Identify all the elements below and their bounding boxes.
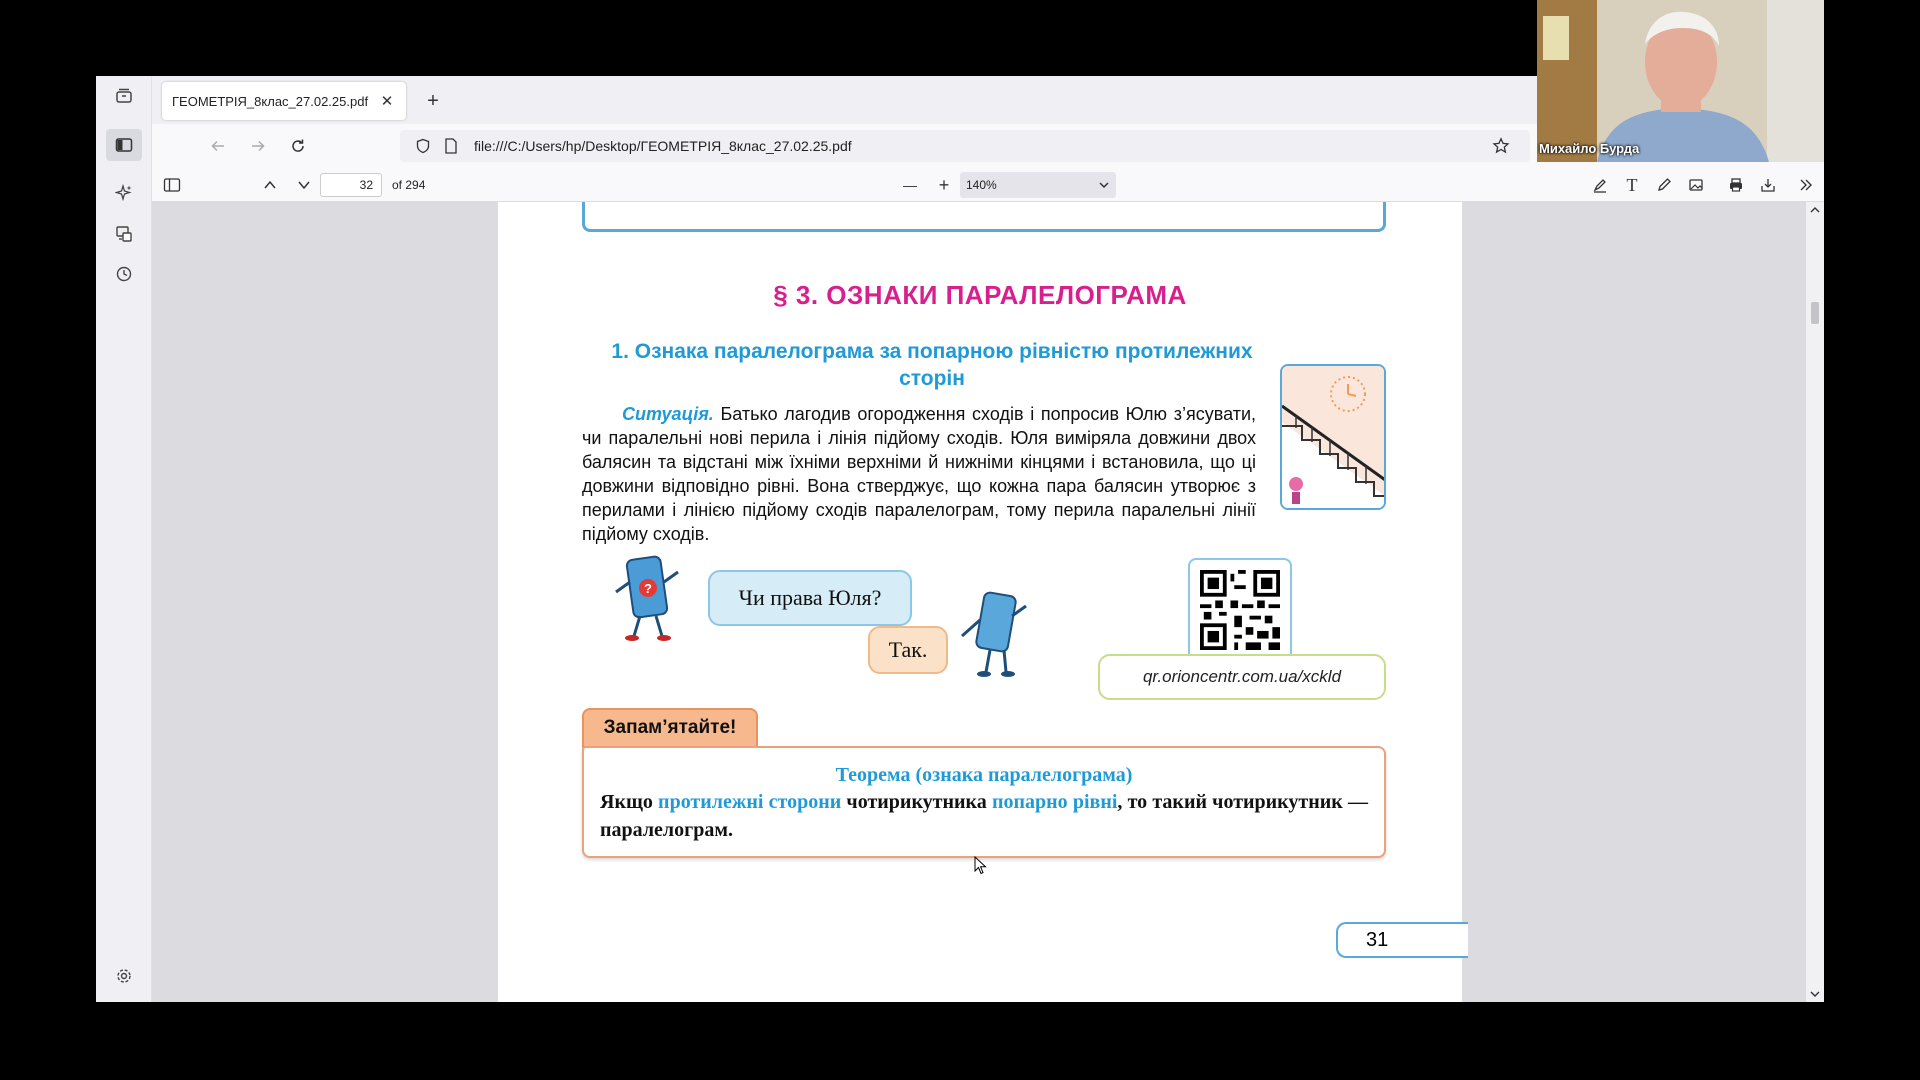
theorem-text [600, 788, 1368, 844]
save-download-icon[interactable] [1754, 171, 1782, 199]
highlight-icon[interactable] [1586, 171, 1614, 199]
file-icon [440, 135, 462, 157]
new-tab-button[interactable]: + [427, 89, 439, 112]
browser-sidebar [96, 76, 152, 1002]
address-bar[interactable] [400, 130, 1530, 162]
page-number-label: 31 [1336, 922, 1468, 958]
theorem-title: Теорема (ознака паралелограма) [835, 764, 1133, 786]
url-text[interactable]: file:///C:/Users/hp/Desktop/ГЕОМЕТРІЯ_8клас_27.02.25.pdf [474, 138, 852, 154]
qr-link: qr.orioncentr.com.ua/xckld [1098, 654, 1386, 700]
pdf-page [498, 202, 1462, 1002]
page-total-label: of 294 [392, 178, 426, 192]
theorem-text-part: Якщо [600, 791, 659, 813]
phone-character-question-icon [612, 552, 686, 642]
bookmark-star-icon[interactable] [1490, 135, 1512, 157]
add-image-icon[interactable] [1682, 171, 1710, 199]
mouse-cursor-icon [974, 856, 988, 876]
pdf-sidebar-toggle-icon[interactable] [158, 171, 186, 199]
shield-icon[interactable] [412, 135, 434, 157]
next-page-chevron-down-icon[interactable] [290, 171, 318, 199]
pdf-viewer[interactable] [152, 202, 1806, 1002]
speech-bubble-question: Чи права Юля? [708, 570, 912, 626]
zoom-out-button[interactable]: — [903, 177, 917, 193]
more-tools-chevrons-icon[interactable] [1792, 171, 1820, 199]
section-title: § 3. ОЗНАКИ ПАРАЛЕЛОГРАМА [773, 280, 1187, 310]
participant-name: Михайло Бурда [1539, 141, 1640, 156]
scrollbar-thumb[interactable] [1811, 302, 1819, 324]
settings-gear-icon[interactable] [106, 960, 142, 992]
remember-label: Запам’ятайте! [582, 708, 758, 748]
vertical-scrollbar[interactable] [1806, 202, 1824, 1002]
scroll-up-icon[interactable] [1810, 206, 1820, 214]
print-icon[interactable] [1722, 171, 1750, 199]
theorem-highlight: протилежні сторони [658, 791, 842, 813]
reload-icon[interactable] [284, 132, 312, 160]
theorem-text-part: , то такий чотирикутник — паралелограм. [600, 791, 1369, 841]
ai-sparkle-icon[interactable] [106, 177, 142, 209]
theorem-text-part: чотирикутника [841, 791, 992, 813]
situation-label: Ситуація. [622, 404, 714, 424]
page-number-input[interactable]: 32 [320, 173, 382, 197]
situation-text: Батько лагодив огородження сходів і попросив Юлю з’ясувати, чи паралельні нові перила і лінія підйому сходів. Юля виміряла довжини двох балясин та відстані між їхніми верхніми й нижніми кінцями і встановила, що ці довжини відповідно рівні. Вона стверджує, що кожна пара балясин утворює з перилами і лінією підйому сходів паралелограм, тому перила паралельні лінії підйому сходів. [582, 404, 1256, 544]
previous-page-chevron-up-icon[interactable] [256, 171, 284, 199]
previous-content-frame [582, 202, 1386, 232]
subsection-title: 1. Ознака паралелограма за попарною рівністю протилежних сторін [611, 340, 1253, 390]
history-icon[interactable] [106, 258, 142, 290]
tab-title: ГЕОМЕТРІЯ_8клас_27.02.25.pdf [172, 93, 369, 109]
back-arrow-icon[interactable] [204, 132, 232, 160]
pdf-toolbar [152, 168, 1824, 202]
phone-character-answer-icon [956, 590, 1030, 680]
zoom-select[interactable] [960, 172, 1116, 198]
theorem-highlight: попарно рівні [991, 791, 1118, 813]
webcam-video-image [1537, 0, 1824, 162]
zoom-value: 140% [966, 178, 997, 192]
situation-paragraph [582, 402, 1256, 546]
synced-tabs-icon[interactable] [106, 218, 142, 250]
webcam-overlay [1537, 0, 1824, 162]
chevron-down-icon [1098, 179, 1110, 191]
tab-pdf[interactable] [162, 82, 406, 120]
staircase-illustration [1280, 364, 1386, 510]
draw-pencil-icon[interactable] [1650, 171, 1678, 199]
browser-window [96, 76, 1824, 1002]
text-tool-icon[interactable]: T [1626, 174, 1638, 195]
qr-code [1188, 558, 1292, 662]
close-icon[interactable]: ✕ [380, 93, 394, 110]
tab-overview-icon[interactable] [106, 80, 142, 112]
scroll-down-icon[interactable] [1810, 990, 1820, 998]
zoom-in-button[interactable]: + [938, 174, 950, 195]
theorem-box [582, 746, 1386, 858]
forward-arrow-icon[interactable] [244, 132, 272, 160]
sidebar-toggle-icon[interactable] [106, 129, 142, 161]
svg-text:?: ? [644, 581, 652, 596]
speech-bubble-answer: Так. [868, 626, 948, 674]
